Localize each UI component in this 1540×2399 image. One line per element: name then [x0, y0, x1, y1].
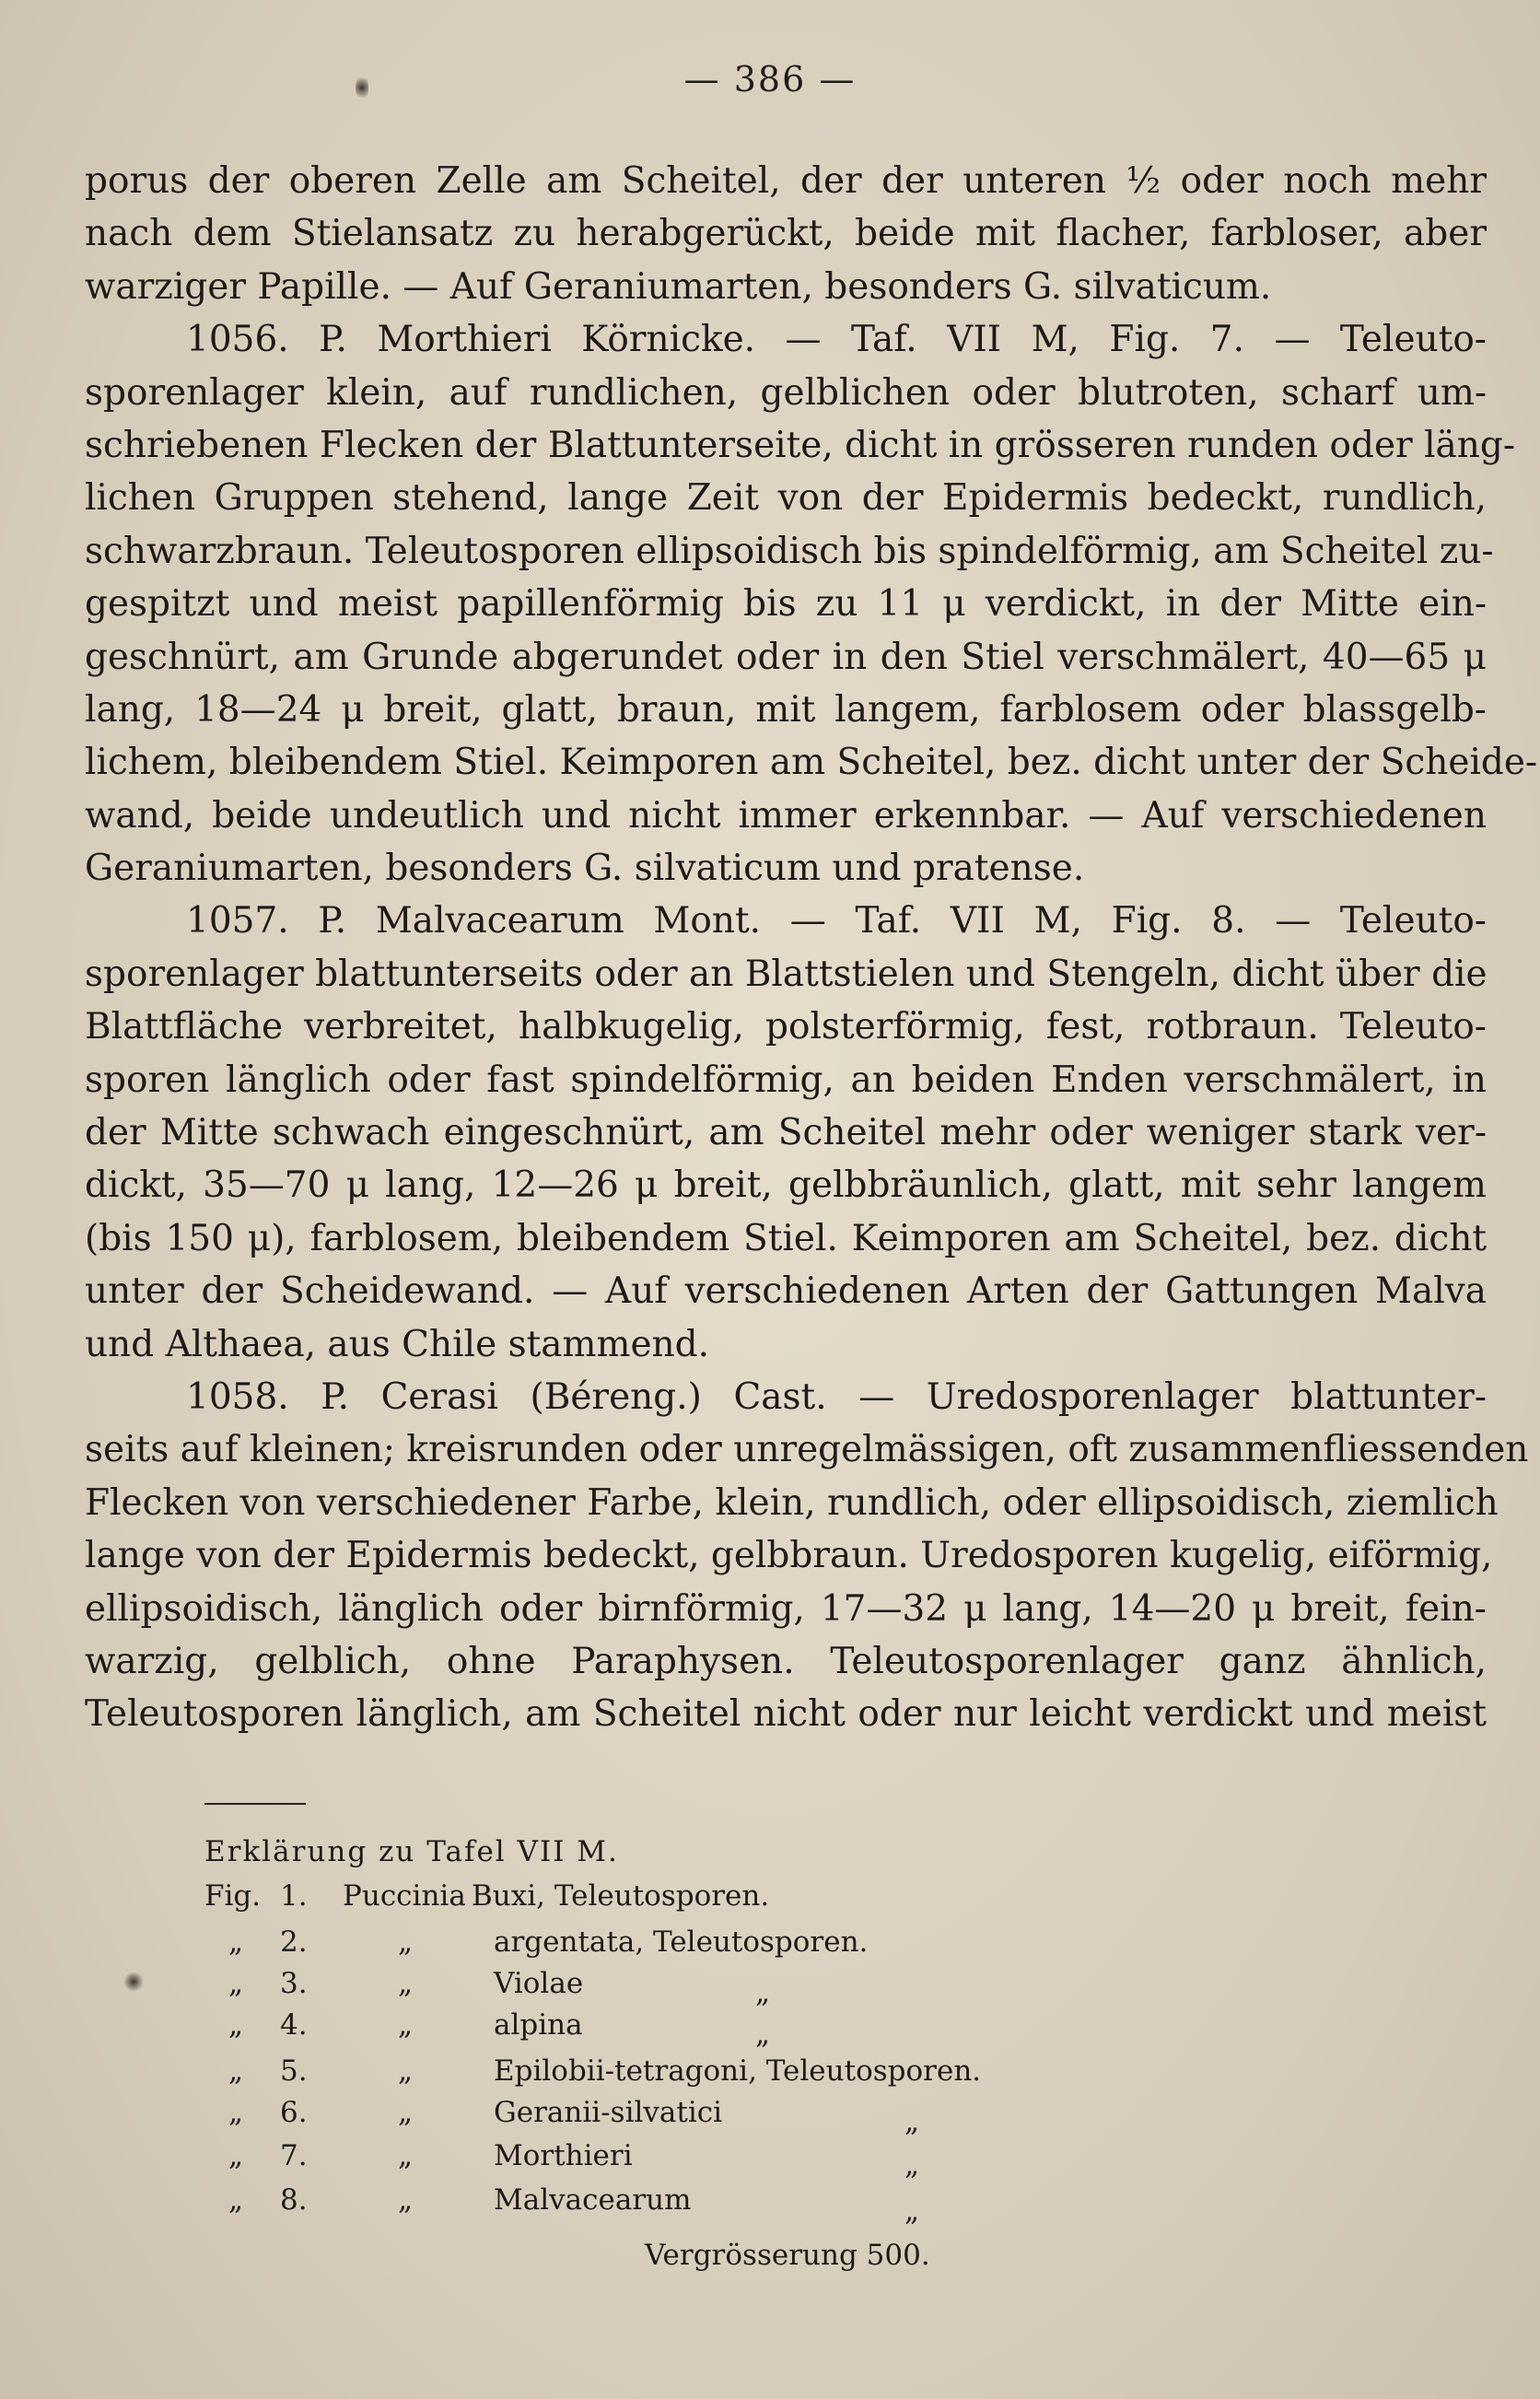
text-line: Teleutosporen länglich, am Scheitel nicht oder nur leicht verdickt und meist: [85, 1693, 1487, 1736]
fig-species: Violae: [494, 1967, 584, 2000]
text-line: sporenlager klein, auf rundlichen, gelblichen oder blutroten, scharf um-: [85, 371, 1487, 414]
fig-number: 1.: [280, 1879, 308, 1913]
text-line: (bis 150 μ), farblosem, bleibendem Stiel. Keimporen am Scheitel, bez. dicht: [85, 1217, 1487, 1259]
text-line: geschnürt, am Grunde abgerundet oder in den Stiel verschmälert, 40—65 μ: [85, 636, 1487, 678]
text-line: Geraniumarten, besonders G. silvaticum und pratense.: [85, 848, 1085, 890]
text-line: warziger Papille. — Auf Geraniumarten, besonders G. silvaticum.: [85, 265, 1272, 308]
ditto-mark: „: [398, 2096, 414, 2129]
ditto-mark: „: [904, 2105, 920, 2138]
fig-number: 3.: [280, 1967, 308, 2000]
text-line: gespitzt und meist papillenförmig bis zu 11 μ verdickt, in der Mitte ein-: [85, 583, 1487, 626]
fig-label: „: [228, 2008, 244, 2042]
fig-species: Morthieri: [494, 2139, 633, 2172]
fig-label: Fig.: [204, 1879, 262, 1913]
entry-heading-1056: 1056. P. Morthieri Körnicke. — Taf. VII M, Fig. 7. — Teleuto-: [186, 319, 1487, 361]
ditto-mark: „: [398, 2008, 414, 2042]
fig-species: Buxi, Teleutosporen.: [472, 1879, 770, 1913]
entry-heading-1057: 1057. P. Malvacearum Mont. — Taf. VII M, Fig. 8. — Teleuto-: [186, 900, 1487, 942]
text-line: wand, beide undeutlich und nicht immer erkennbar. — Auf verschiedenen: [85, 794, 1487, 837]
fig-species: argentata, Teleutosporen.: [494, 1925, 869, 1959]
fig-label: „: [228, 1967, 244, 2000]
text-line: sporen länglich oder fast spindelförmig, an beiden Enden verschmälert, in: [85, 1059, 1487, 1101]
ditto-mark: „: [904, 2148, 920, 2182]
text-line: schriebenen Flecken der Blattunterseite, dicht in grösseren runden oder läng-: [85, 424, 1516, 466]
fig-number: 6.: [280, 2096, 308, 2129]
text-line: porus der oberen Zelle am Scheitel, der der unteren ½ oder noch mehr: [85, 160, 1487, 202]
text-line: lichen Gruppen stehend, lange Zeit von der Epidermis bedeckt, rundlich,: [85, 477, 1487, 520]
text-line: nach dem Stielansatz zu herabgerückt, beide mit flacher, farbloser, aber: [85, 213, 1487, 255]
text-line: sporenlager blattunterseits oder an Blattstielen und Stengeln, dicht über die: [85, 953, 1488, 995]
ditto-mark: „: [398, 2139, 414, 2172]
ditto-mark: „: [904, 2194, 920, 2228]
footnote-title: Erklärung zu Tafel VII M.: [204, 1835, 619, 1868]
fig-species: Malvacearum: [494, 2183, 692, 2217]
text-line: der Mitte schwach eingeschnürt, am Scheitel mehr oder weniger stark ver-: [85, 1112, 1487, 1154]
fig-species: alpina: [494, 2008, 583, 2042]
fig-species: Epilobii-tetragoni, Teleutosporen.: [494, 2054, 982, 2088]
fig-label: „: [228, 2139, 244, 2172]
entry-heading-1058: 1058. P. Cerasi (Béreng.) Cast. — Uredosporenlager blattunter-: [186, 1375, 1487, 1418]
fig-species: Geranii-silvatici: [494, 2096, 723, 2129]
fig-label: „: [228, 2096, 244, 2129]
text-line: warzig, gelblich, ohne Paraphysen. Teleutosporenlager ganz ähnlich,: [85, 1640, 1487, 1682]
ditto-mark: „: [398, 1925, 414, 1959]
text-line: ellipsoidisch, länglich oder birnförmig, 17—32 μ lang, 14—20 μ breit, fein-: [85, 1587, 1487, 1630]
text-line: lichem, bleibendem Stiel. Keimporen am Scheitel, bez. dicht unter der Scheide-: [85, 742, 1538, 784]
magnification-note: Vergrösserung 500.: [645, 2239, 930, 2272]
text-line: schwarzbraun. Teleutosporen ellipsoidisch bis spindelförmig, am Scheitel zu-: [85, 530, 1494, 572]
main-text: [85, 155, 1538, 1741]
text-line: unter der Scheidewand. — Auf verschiedenen Arten der Gattungen Malva: [85, 1270, 1487, 1313]
ink-smudge: [123, 1972, 144, 1992]
text-line: lang, 18—24 μ breit, glatt, braun, mit langem, farblosem oder blassgelb-: [85, 688, 1487, 731]
text-line: Blattfläche verbreitet, halbkugelig, polsterförmig, fest, rotbraun. Teleuto-: [85, 1006, 1487, 1048]
text-line: dickt, 35—70 μ lang, 12—26 μ breit, gelbbräunlich, glatt, mit sehr langem: [85, 1164, 1487, 1207]
fig-label: „: [228, 2183, 244, 2217]
fig-number: 2.: [280, 1925, 308, 1959]
page-number: — 386 —: [683, 59, 857, 99]
fig-number: 4.: [280, 2008, 308, 2042]
fig-label: „: [228, 1925, 244, 1959]
footnote-rule: [204, 1803, 306, 1805]
fig-number: 7.: [280, 2139, 308, 2172]
text-line: und Althaea, aus Chile stammend.: [85, 1323, 710, 1365]
text-line: lange von der Epidermis bedeckt, gelbbraun. Uredosporen kugelig, eiförmig,: [85, 1535, 1493, 1577]
ditto-mark: „: [398, 2183, 414, 2217]
fig-number: 8.: [280, 2183, 308, 2217]
ditto-mark: „: [755, 1976, 771, 2009]
text-line: Flecken von verschiedener Farbe, klein, rundlich, oder ellipsoidisch, ziemlich: [85, 1481, 1499, 1524]
fig-label: „: [228, 2054, 244, 2088]
ditto-mark: „: [398, 2054, 414, 2088]
ditto-mark: „: [398, 1967, 414, 2000]
ditto-mark: „: [755, 2018, 771, 2051]
fig-genus: Puccinia: [343, 1879, 466, 1913]
text-line: seits auf kleinen; kreisrunden oder unregelmässigen, oft zusammenfliessenden: [85, 1429, 1529, 1471]
fig-number: 5.: [280, 2054, 308, 2088]
